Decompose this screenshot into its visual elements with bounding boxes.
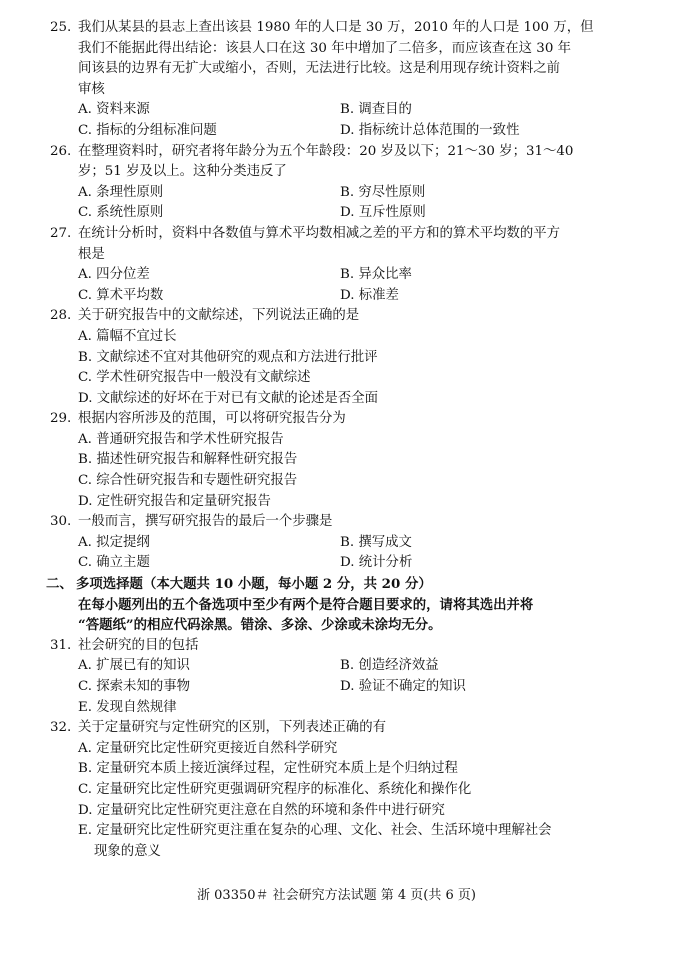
question-26 [50,142,643,224]
option-c: C. 算术平均数 [78,287,164,303]
question-stem: 在整理资料时，研究者将年龄分为五个年龄段：20 岁及以下；21～30 岁；31～40 [78,143,574,159]
question-number: 31. [50,637,72,653]
question-25 [50,18,643,142]
option-e-continued: 现象的意义 [94,843,161,859]
option-b: B. 定量研究本质上接近演绎过程，定性研究本质上是个归纳过程 [78,761,458,777]
question-stem: 根据内容所涉及的范围，可以将研究报告分为 [78,411,346,427]
option-c: C. 系统性原则 [78,205,164,221]
question-number: 27. [50,225,72,241]
option-d: D. 互斥性原则 [340,205,426,221]
section-multiple-choice [46,574,643,636]
option-c: C. 定量研究比定性研究更强调研究程序的标准化、系统化和操作化 [78,781,472,797]
option-d: D. 定性研究报告和定量研究报告 [78,493,271,509]
option-b: B. 穷尽性原则 [340,184,426,200]
option-b: B. 异众比率 [340,267,412,283]
option-c: C. 探索未知的事物 [78,679,191,694]
section-instructions: “答题纸”的相应代码涂黑。错涂、多涂、少涂或未涂均无分。 [78,617,442,634]
option-a: A. 定量研究比定性研究更接近自然科学研究 [78,740,338,756]
option-a: A. 篇幅不宜过长 [78,328,177,344]
question-number: 30. [50,514,72,530]
question-stem: 社会研究的目的包括 [78,637,199,653]
question-32 [50,718,643,862]
option-d: D. 标准差 [340,287,399,303]
option-d: D. 验证不确定的知识 [340,679,466,694]
question-stem: 关于研究报告中的文献综述，下列说法正确的是 [78,308,360,324]
section-title: 多项选择题（本大题共 10 小题，每小题 2 分，共 20 分） [76,576,432,593]
option-c: C. 指标的分组标准问题 [78,122,217,138]
question-stem: 审核 [78,81,105,97]
section-number: 二、 [46,576,73,593]
option-c: C. 综合性研究报告和专题性研究报告 [78,473,298,489]
option-e: E. 发现自然规律 [78,699,177,715]
question-stem: 一般而言，撰写研究报告的最后一个步骤是 [78,514,333,530]
option-b: B. 创造经济效益 [340,658,439,674]
question-stem: 根是 [78,246,105,262]
question-number: 28. [50,308,72,324]
question-number: 25. [50,20,72,35]
option-d: D. 指标统计总体范围的一致性 [340,122,520,138]
option-d: D. 定量研究比定性研究更注意在自然的环境和条件中进行研究 [78,802,445,818]
section-instructions: 在每小题列出的五个备选项中至少有两个是符合题目要求的，请将其选出并将 [78,596,534,613]
question-number: 32. [50,720,72,736]
option-b: B. 描述性研究报告和解释性研究报告 [78,452,298,468]
question-28 [50,306,643,409]
option-d: D. 统计分析 [340,555,413,571]
option-b: B. 撰写成文 [340,534,412,550]
option-d: D. 文献综述的好坏在于对已有文献的论述是否全面 [78,390,378,406]
option-b: B. 调查目的 [340,102,412,118]
option-a: A. 普通研究报告和学术性研究报告 [78,431,284,447]
option-a: A. 条理性原则 [78,184,164,200]
question-31 [50,636,643,718]
question-stem: 我们从某县的县志上查出该县 1980 年的人口是 30 万，2010 年的人口是 100 万，但 [78,20,594,35]
question-27 [50,224,643,306]
option-a: A. 四分位差 [78,267,150,283]
question-stem: 我们不能据此得出结论：该县人口在这 30 年中增加了二倍多，而应该查在这 30 年 [78,40,571,56]
question-stem: 关于定量研究与定性研究的区别，下列表述正确的有 [78,720,386,736]
question-stem: 在统计分析时，资料中各数值与算术平均数相减之差的平方和的算术平均数的平方 [78,225,561,241]
question-number: 29. [50,411,72,427]
page-footer: 浙 03350＃ 社会研究方法试题 第 4 页(共 6 页) [197,888,476,903]
option-e: E. 定量研究比定性研究更注重在复杂的心理、文化、社会、生活环境中理解社会 [78,823,552,839]
option-c: C. 确立主题 [78,555,150,571]
question-stem: 间该县的边界有无扩大或缩小，否则，无法进行比较。这是利用现存统计资料之前 [78,61,561,77]
question-number: 26. [50,143,72,159]
question-29 [50,409,643,512]
option-a: A. 拟定提纲 [78,534,150,550]
option-c: C. 学术性研究报告中一般没有文献综述 [78,370,311,386]
question-30 [50,512,643,574]
option-a: A. 扩展已有的知识 [78,658,190,674]
option-b: B. 文献综述不宜对其他研究的观点和方法进行批评 [78,349,378,365]
option-a: A. 资料来源 [78,102,150,118]
question-stem: 岁；51 岁及以上。这种分类违反了 [78,164,287,180]
